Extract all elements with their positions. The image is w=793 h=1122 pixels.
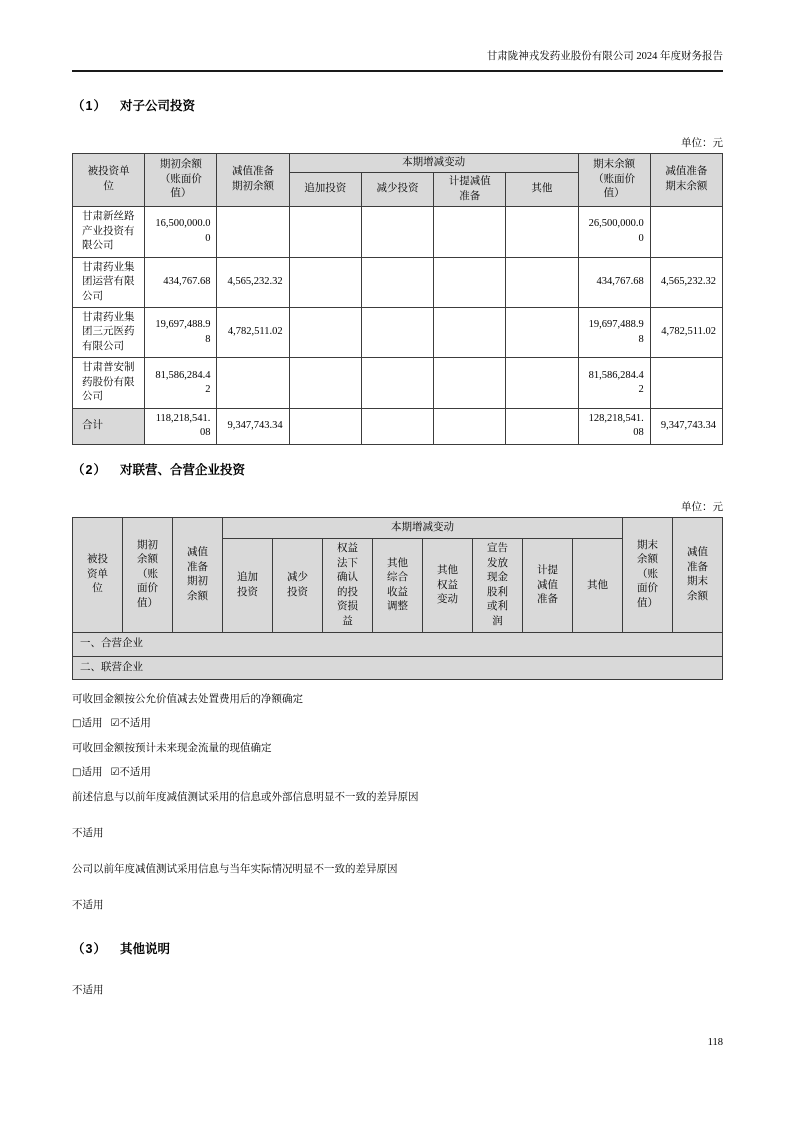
begin-impairment-cell: 4,565,232.32 [217, 257, 289, 307]
col-cash-dividend: 宣告发放现金股利或利润 [473, 539, 523, 633]
company-name-cell: 甘肃普安制药股份有限公司 [73, 358, 145, 408]
section3-heading [72, 939, 723, 957]
provision-cell [434, 408, 506, 444]
table-row [73, 308, 723, 358]
section2-number: （2） [72, 462, 107, 477]
total-label-cell: 合计 [73, 408, 145, 444]
other-cell [506, 308, 578, 358]
col-begin-balance: 期初余额（账面价值） [145, 153, 217, 206]
provision-cell [434, 308, 506, 358]
end-impairment-cell: 9,347,743.34 [650, 408, 722, 444]
provision-cell [434, 207, 506, 257]
applicable-label: 适用 [81, 767, 103, 779]
col-end-impairment: 减值准备期末余额 [673, 517, 723, 632]
other-cell [506, 358, 578, 408]
unit-label-section2: 单位：元 [681, 501, 723, 513]
end-balance-cell: 434,767.68 [578, 257, 650, 307]
col-add-investment: 追加投资 [223, 539, 273, 633]
checkbox-unchecked-icon: □ [72, 718, 82, 730]
end-balance-cell: 26,500,000.00 [578, 207, 650, 257]
not-applicable-label: 不适用 [119, 767, 151, 779]
group-row-associates [73, 656, 723, 679]
table-row [73, 358, 723, 408]
section2-heading [72, 460, 723, 478]
col-reduce-investment: 减少投资 [273, 539, 323, 633]
col-provision: 计提减值准备 [434, 173, 506, 207]
table2-header [73, 517, 723, 632]
table-row [73, 257, 723, 307]
end-balance-cell: 81,586,284.42 [578, 358, 650, 408]
add-investment-cell [289, 408, 361, 444]
begin-impairment-cell [217, 207, 289, 257]
end-impairment-cell: 4,782,511.02 [650, 308, 722, 358]
checkbox-checked-icon: ☑ [110, 767, 120, 779]
col-reduce-investment: 减少投资 [361, 173, 433, 207]
note-not-applicable-2: 不适用 [72, 900, 104, 912]
other-cell [506, 408, 578, 444]
group-row-joint-ventures [73, 633, 723, 656]
col-oci-adjustment: 其他综合收益调整 [373, 539, 423, 633]
applicability-line-1 [72, 716, 723, 732]
end-impairment-cell [650, 358, 722, 408]
table-row [73, 207, 723, 257]
note-prior-year-info-difference: 前述信息与以前年度减值测试采用的信息或外部信息明显不一致的差异原因 [72, 791, 419, 803]
other-cell [506, 207, 578, 257]
begin-balance-cell: 118,218,541.08 [145, 408, 217, 444]
reduce-investment-cell [361, 358, 433, 408]
provision-cell [434, 358, 506, 408]
associate-jv-investment-table [72, 517, 723, 680]
section3-title: 其他说明 [119, 941, 170, 956]
begin-impairment-cell [217, 358, 289, 408]
reduce-investment-cell [361, 408, 433, 444]
table2-header-row-1 [73, 517, 723, 538]
company-name-cell: 甘肃药业集团运营有限公司 [73, 257, 145, 307]
applicability-line-2 [72, 765, 723, 781]
applicable-label: 适用 [81, 718, 103, 730]
reduce-investment-cell [361, 257, 433, 307]
section1-heading [72, 96, 723, 114]
note-recoverable-fair-value: 可收回金额按公允价值减去处置费用后的净额确定 [72, 694, 303, 706]
note-prior-year-actual-difference: 公司以前年度减值测试采用信息与当年实际情况明显不一致的差异原因 [72, 864, 398, 876]
document-title: 甘肃陇神戎发药业股份有限公司 2024 年度财务报告 [486, 51, 723, 62]
page-number: 118 [707, 1037, 723, 1048]
end-impairment-cell: 4,565,232.32 [650, 257, 722, 307]
table1-header-row-1 [73, 153, 723, 172]
col-period-change-group: 本期增减变动 [289, 153, 578, 172]
col-begin-impairment: 减值准备期初余额 [217, 153, 289, 206]
add-investment-cell [289, 308, 361, 358]
col-investee: 被投资单位 [73, 153, 145, 206]
table1-header [73, 153, 723, 206]
section1-title: 对子公司投资 [119, 98, 195, 113]
checkbox-unchecked-icon: □ [72, 767, 82, 779]
company-name-cell: 甘肃新丝路产业投资有限公司 [73, 207, 145, 257]
group-label-cell: 一、合营企业 [73, 633, 723, 656]
col-other: 其他 [573, 539, 623, 633]
col-add-investment: 追加投资 [289, 173, 361, 207]
col-equity-method-pl: 权益法下确认的投资损益 [323, 539, 373, 633]
section1-number: （1） [72, 98, 107, 113]
begin-impairment-cell: 4,782,511.02 [217, 308, 289, 358]
subsidiary-investment-table [72, 153, 723, 445]
section3-body: 不适用 [72, 984, 104, 996]
col-end-balance: 期末余额（账面价值） [623, 517, 673, 632]
section2-title: 对联营、合营企业投资 [119, 462, 245, 477]
document-header [72, 50, 723, 72]
begin-impairment-cell: 9,347,743.34 [217, 408, 289, 444]
col-other: 其他 [506, 173, 578, 207]
provision-cell [434, 257, 506, 307]
checkbox-checked-icon: ☑ [110, 718, 120, 730]
col-period-change-group: 本期增减变动 [223, 517, 623, 538]
col-begin-balance: 期初余额（账面价值） [123, 517, 173, 632]
reduce-investment-cell [361, 308, 433, 358]
total-row [73, 408, 723, 444]
not-applicable-label: 不适用 [119, 718, 151, 730]
col-provision: 计提减值准备 [523, 539, 573, 633]
begin-balance-cell: 19,697,488.98 [145, 308, 217, 358]
add-investment-cell [289, 207, 361, 257]
begin-balance-cell: 16,500,000.00 [145, 207, 217, 257]
reduce-investment-cell [361, 207, 433, 257]
add-investment-cell [289, 257, 361, 307]
other-cell [506, 257, 578, 307]
begin-balance-cell: 81,586,284.42 [145, 358, 217, 408]
col-end-impairment: 减值准备期末余额 [650, 153, 722, 206]
note-recoverable-cash-flow: 可收回金额按预计未来现金流量的现值确定 [72, 742, 272, 754]
col-end-balance: 期末余额（账面价值） [578, 153, 650, 206]
begin-balance-cell: 434,767.68 [145, 257, 217, 307]
group-label-cell: 二、联营企业 [73, 656, 723, 679]
note-not-applicable-1: 不适用 [72, 827, 104, 839]
col-other-equity-change: 其他权益变动 [423, 539, 473, 633]
end-balance-cell: 19,697,488.98 [578, 308, 650, 358]
end-balance-cell: 128,218,541.08 [578, 408, 650, 444]
col-begin-impairment: 减值准备期初余额 [173, 517, 223, 632]
end-impairment-cell [650, 207, 722, 257]
col-investee: 被投资单位 [73, 517, 123, 632]
unit-label-section1: 单位：元 [681, 137, 723, 149]
add-investment-cell [289, 358, 361, 408]
company-name-cell: 甘肃药业集团三元医药有限公司 [73, 308, 145, 358]
section3-number: （3） [72, 941, 107, 956]
